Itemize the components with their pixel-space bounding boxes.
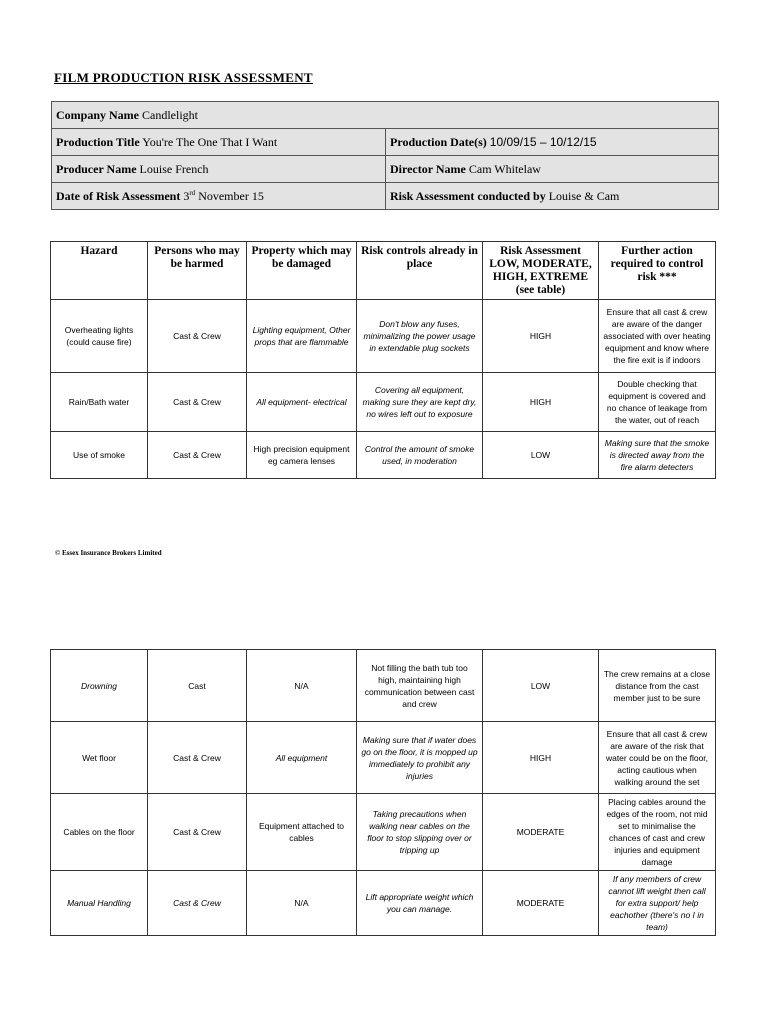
production-info-table (51, 101, 719, 210)
risk-table-1 (50, 241, 716, 479)
production-title-cell (52, 129, 386, 156)
property-cell: All equipment- electrical (247, 373, 357, 432)
company-cell (52, 102, 719, 129)
risk-row (51, 794, 716, 871)
hazard-cell: Drowning (51, 650, 148, 722)
further-cell: Making sure that the smoke is directed away from the fire alarm detecters (599, 432, 716, 479)
persons-cell: Cast (148, 650, 247, 722)
risk-table-header (51, 242, 716, 300)
persons-cell: Cast & Crew (148, 722, 247, 794)
controls-cell: Not filling the bath tub too high, maintaining high communication between cast and crew (357, 650, 483, 722)
property-cell: N/A (247, 871, 357, 936)
conducted-value: Louise & Cam (548, 188, 620, 203)
risk-date-suffix: rd (189, 188, 196, 197)
director-cell (386, 156, 719, 183)
assessment-cell: HIGH (483, 373, 599, 432)
production-title-label: Production Title (56, 134, 140, 149)
controls-cell: Control the amount of smoke used, in moderation (357, 432, 483, 479)
assessment-cell: HIGH (483, 300, 599, 373)
hazard-cell: Cables on the floor (51, 794, 148, 871)
assessment-cell: LOW (483, 432, 599, 479)
property-cell: All equipment (247, 722, 357, 794)
header-persons: Persons who may be harmed (148, 242, 247, 300)
producer-label: Producer Name (56, 161, 137, 176)
risk-date-cell (52, 183, 386, 210)
header-controls: Risk controls already in place (357, 242, 483, 300)
persons-cell: Cast & Crew (148, 432, 247, 479)
controls-cell: Lift appropriate weight which you can manage. (357, 871, 483, 936)
hazard-cell: Manual Handling (51, 871, 148, 936)
director-label: Director Name (390, 161, 466, 176)
production-title-value: You're The One That I Want (142, 134, 278, 149)
property-cell: N/A (247, 650, 357, 722)
conducted-cell (386, 183, 719, 210)
hazard-cell: Overheating lights (could cause fire) (51, 300, 148, 373)
further-cell: Double checking that equipment is covered and no chance of leakage from the water, out of reach (599, 373, 716, 432)
persons-cell: Cast & Crew (148, 300, 247, 373)
risk-date-row (52, 183, 719, 210)
property-cell: Equipment attached to cables (247, 794, 357, 871)
assessment-cell: LOW (483, 650, 599, 722)
persons-cell: Cast & Crew (148, 373, 247, 432)
hazard-cell: Rain/Bath water (51, 373, 148, 432)
production-dates-value: 10/09/15 – 10/12/15 (489, 134, 597, 149)
production-dates-label: Production Date(s) (390, 134, 487, 149)
company-row (52, 102, 719, 129)
producer-value: Louise French (139, 161, 209, 176)
further-cell: Ensure that all cast & crew are aware of the risk that water could be on the floor, acting cautious when walking around the set (599, 722, 716, 794)
company-label: Company Name (56, 107, 139, 122)
further-cell: The crew remains at a close distance from the cast member just to be sure (599, 650, 716, 722)
risk-row (51, 722, 716, 794)
conducted-label: Risk Assessment conducted by (390, 188, 546, 203)
property-cell: Lighting equipment, Other props that are flammable (247, 300, 357, 373)
assessment-cell: MODERATE (483, 871, 599, 936)
controls-cell: Making sure that if water does go on the floor, it is mopped up immediately to prohibit any injuries (357, 722, 483, 794)
risk-row (51, 871, 716, 936)
company-value: Candlelight (142, 107, 198, 122)
director-value: Cam Whitelaw (468, 161, 541, 176)
document-title: FILM PRODUCTION RISK ASSESSMENT (54, 70, 313, 85)
risk-date-label: Date of Risk Assessment (56, 188, 181, 203)
persons-cell: Cast & Crew (148, 871, 247, 936)
controls-cell: Covering all equipment, making sure they are kept dry, no wires left out to exposure (357, 373, 483, 432)
further-cell: If any members of crew cannot lift weight then call for extra support/ help eachother (there's no I in team) (599, 871, 716, 936)
risk-row (51, 300, 716, 373)
producer-cell (52, 156, 386, 183)
risk-date-rest: November 15 (198, 188, 264, 203)
production-dates-cell (386, 129, 719, 156)
copyright-notice: © Essex Insurance Brokers Limited (55, 549, 162, 557)
persons-cell: Cast & Crew (148, 794, 247, 871)
controls-cell: Taking precautions when walking near cables on the floor to stop slipping over or tripping up (357, 794, 483, 871)
assessment-cell: MODERATE (483, 794, 599, 871)
controls-cell: Don't blow any fuses, minimalizing the power usage in extendable plug sockets (357, 300, 483, 373)
header-hazard: Hazard (51, 242, 148, 300)
risk-table-2 (50, 649, 716, 936)
production-row (52, 129, 719, 156)
producer-row (52, 156, 719, 183)
risk-row (51, 432, 716, 479)
risk-row (51, 650, 716, 722)
further-cell: Ensure that all cast & crew are aware of the danger associated with over heating equipment and know where the fire exit is if indoors (599, 300, 716, 373)
risk-date-day: 3 (183, 188, 190, 203)
risk-row (51, 373, 716, 432)
header-further: Further action required to control risk *** (599, 242, 716, 300)
header-property: Property which may be damaged (247, 242, 357, 300)
header-assessment: Risk Assessment LOW, MODERATE, HIGH, EXTREME (see table) (483, 242, 599, 300)
hazard-cell: Wet floor (51, 722, 148, 794)
assessment-cell: HIGH (483, 722, 599, 794)
property-cell: High precision equipment eg camera lenses (247, 432, 357, 479)
further-cell: Placing cables around the edges of the room, not mid set to minimalise the chances of cast and crew injuries and equipment damage (599, 794, 716, 871)
hazard-cell: Use of smoke (51, 432, 148, 479)
